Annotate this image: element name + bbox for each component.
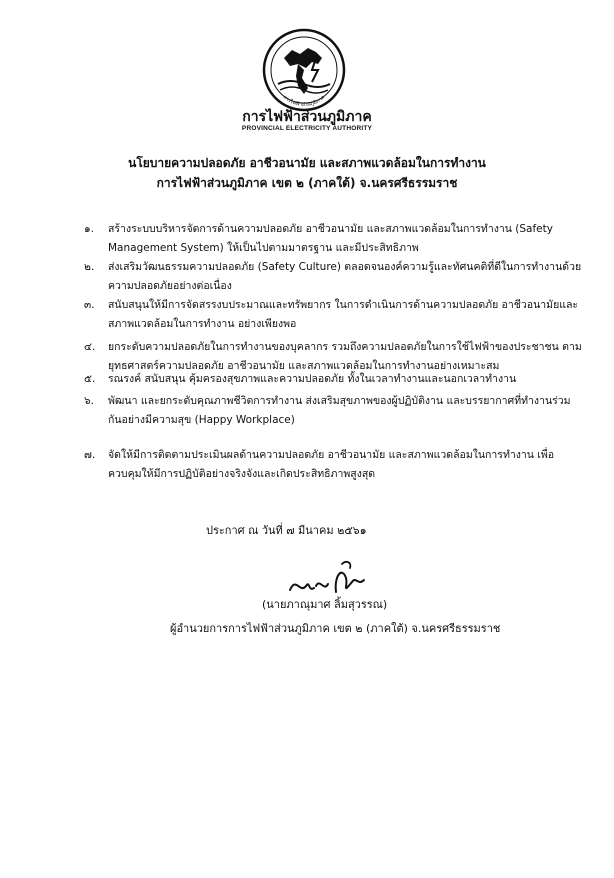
item-number: ๑.	[84, 223, 95, 235]
item-number: ๔.	[84, 341, 96, 353]
title-line-2: การไฟฟ้าส่วนภูมิภาค เขต ๒ (ภาคใต้) จ.นครศรีธรรมราช	[156, 176, 458, 190]
item-number: ๓.	[84, 299, 95, 311]
policy-item	[84, 296, 584, 334]
item-text: ยกระดับความปลอดภัยในการทำงานของบุคลากร รวมถึงความปลอดภัยในการใช้ไฟฟ้าของประชาชน ตามยุทธศาสตร์ความปลอดภัย อาชีวอนามัย และสภาพแวดล้อมในการทำงานอย่างเหมาะสม	[108, 341, 582, 372]
signer-name: (นายภาณุมาศ ลิ้มสุวรรณ)	[262, 598, 388, 611]
document-title	[0, 153, 614, 193]
item-number: ๗.	[84, 449, 96, 461]
org-name-thai: การไฟฟ้าส่วนภูมิภาค	[242, 109, 372, 125]
policy-item	[84, 370, 584, 389]
handwritten-signature	[286, 556, 370, 600]
policy-item	[84, 220, 584, 258]
policy-item	[84, 258, 584, 296]
item-number: ๖.	[84, 395, 95, 407]
item-text: สร้างระบบบริหารจัดการด้านความปลอดภัย อาชีวอนามัย และสภาพแวดล้อมในการทำงาน (Safety Management System) ให้เป็นไปตามมาตรฐาน และมีประสิทธิภาพ	[108, 223, 553, 254]
item-text: จัดให้มีการติดตามประเมินผลด้านความปลอดภัย อาชีวอนามัย และสภาพแวดล้อมในการทำงาน เพื่อควบคุมให้มีการปฏิบัติอย่างจริงจังและเกิดประสิทธิภาพสูงสุด	[108, 449, 555, 480]
org-name-english: PROVINCIAL ELECTRICITY AUTHORITY	[241, 125, 373, 132]
item-text: รณรงค์ สนับสนุน คุ้มครองสุขภาพและความปลอดภัย ทั้งในเวลาทำงานและนอกเวลาทำงาน	[108, 373, 517, 385]
policy-item	[84, 446, 584, 484]
item-number: ๕.	[84, 373, 96, 385]
title-line-1: นโยบายความปลอดภัย อาชีวอนามัย และสภาพแวดล้อมในการทำงาน	[128, 156, 486, 170]
signer-title: ผู้อำนวยการการไฟฟ้าส่วนภูมิภาค เขต ๒ (ภาคใต้) จ.นครศรีธรรมราช	[170, 622, 501, 635]
announcement-date: ประกาศ ณ วันที่ ๗ มีนาคม ๒๕๖๑	[206, 524, 367, 537]
svg-text:การไฟฟ้าส่วนภูมิภาค: การไฟฟ้าส่วนภูมิภาค	[281, 94, 327, 109]
pea-logo	[262, 28, 346, 112]
item-text: ส่งเสริมวัฒนธรรมความปลอดภัย (Safety Culture) ตลอดจนองค์ความรู้และทัศนคติที่ดีในการทำงานด้วยความปลอดภัยอย่างต่อเนื่อง	[108, 261, 582, 292]
item-text: สนับสนุนให้มีการจัดสรรงบประมาณและทรัพยากร ในการดำเนินการด้านความปลอดภัย อาชีวอนามัยและสภาพแวดล้อมในการทำงาน อย่างเพียงพอ	[108, 299, 579, 330]
item-number: ๒.	[84, 261, 95, 273]
item-text: พัฒนา และยกระดับคุณภาพชีวิตการทำงาน ส่งเสริมสุขภาพของผู้ปฏิบัติงาน และบรรยากาศที่ทำงานร่วมกันอย่างมีความสุข (Happy Workplace)	[108, 395, 571, 426]
policy-item	[84, 392, 584, 430]
